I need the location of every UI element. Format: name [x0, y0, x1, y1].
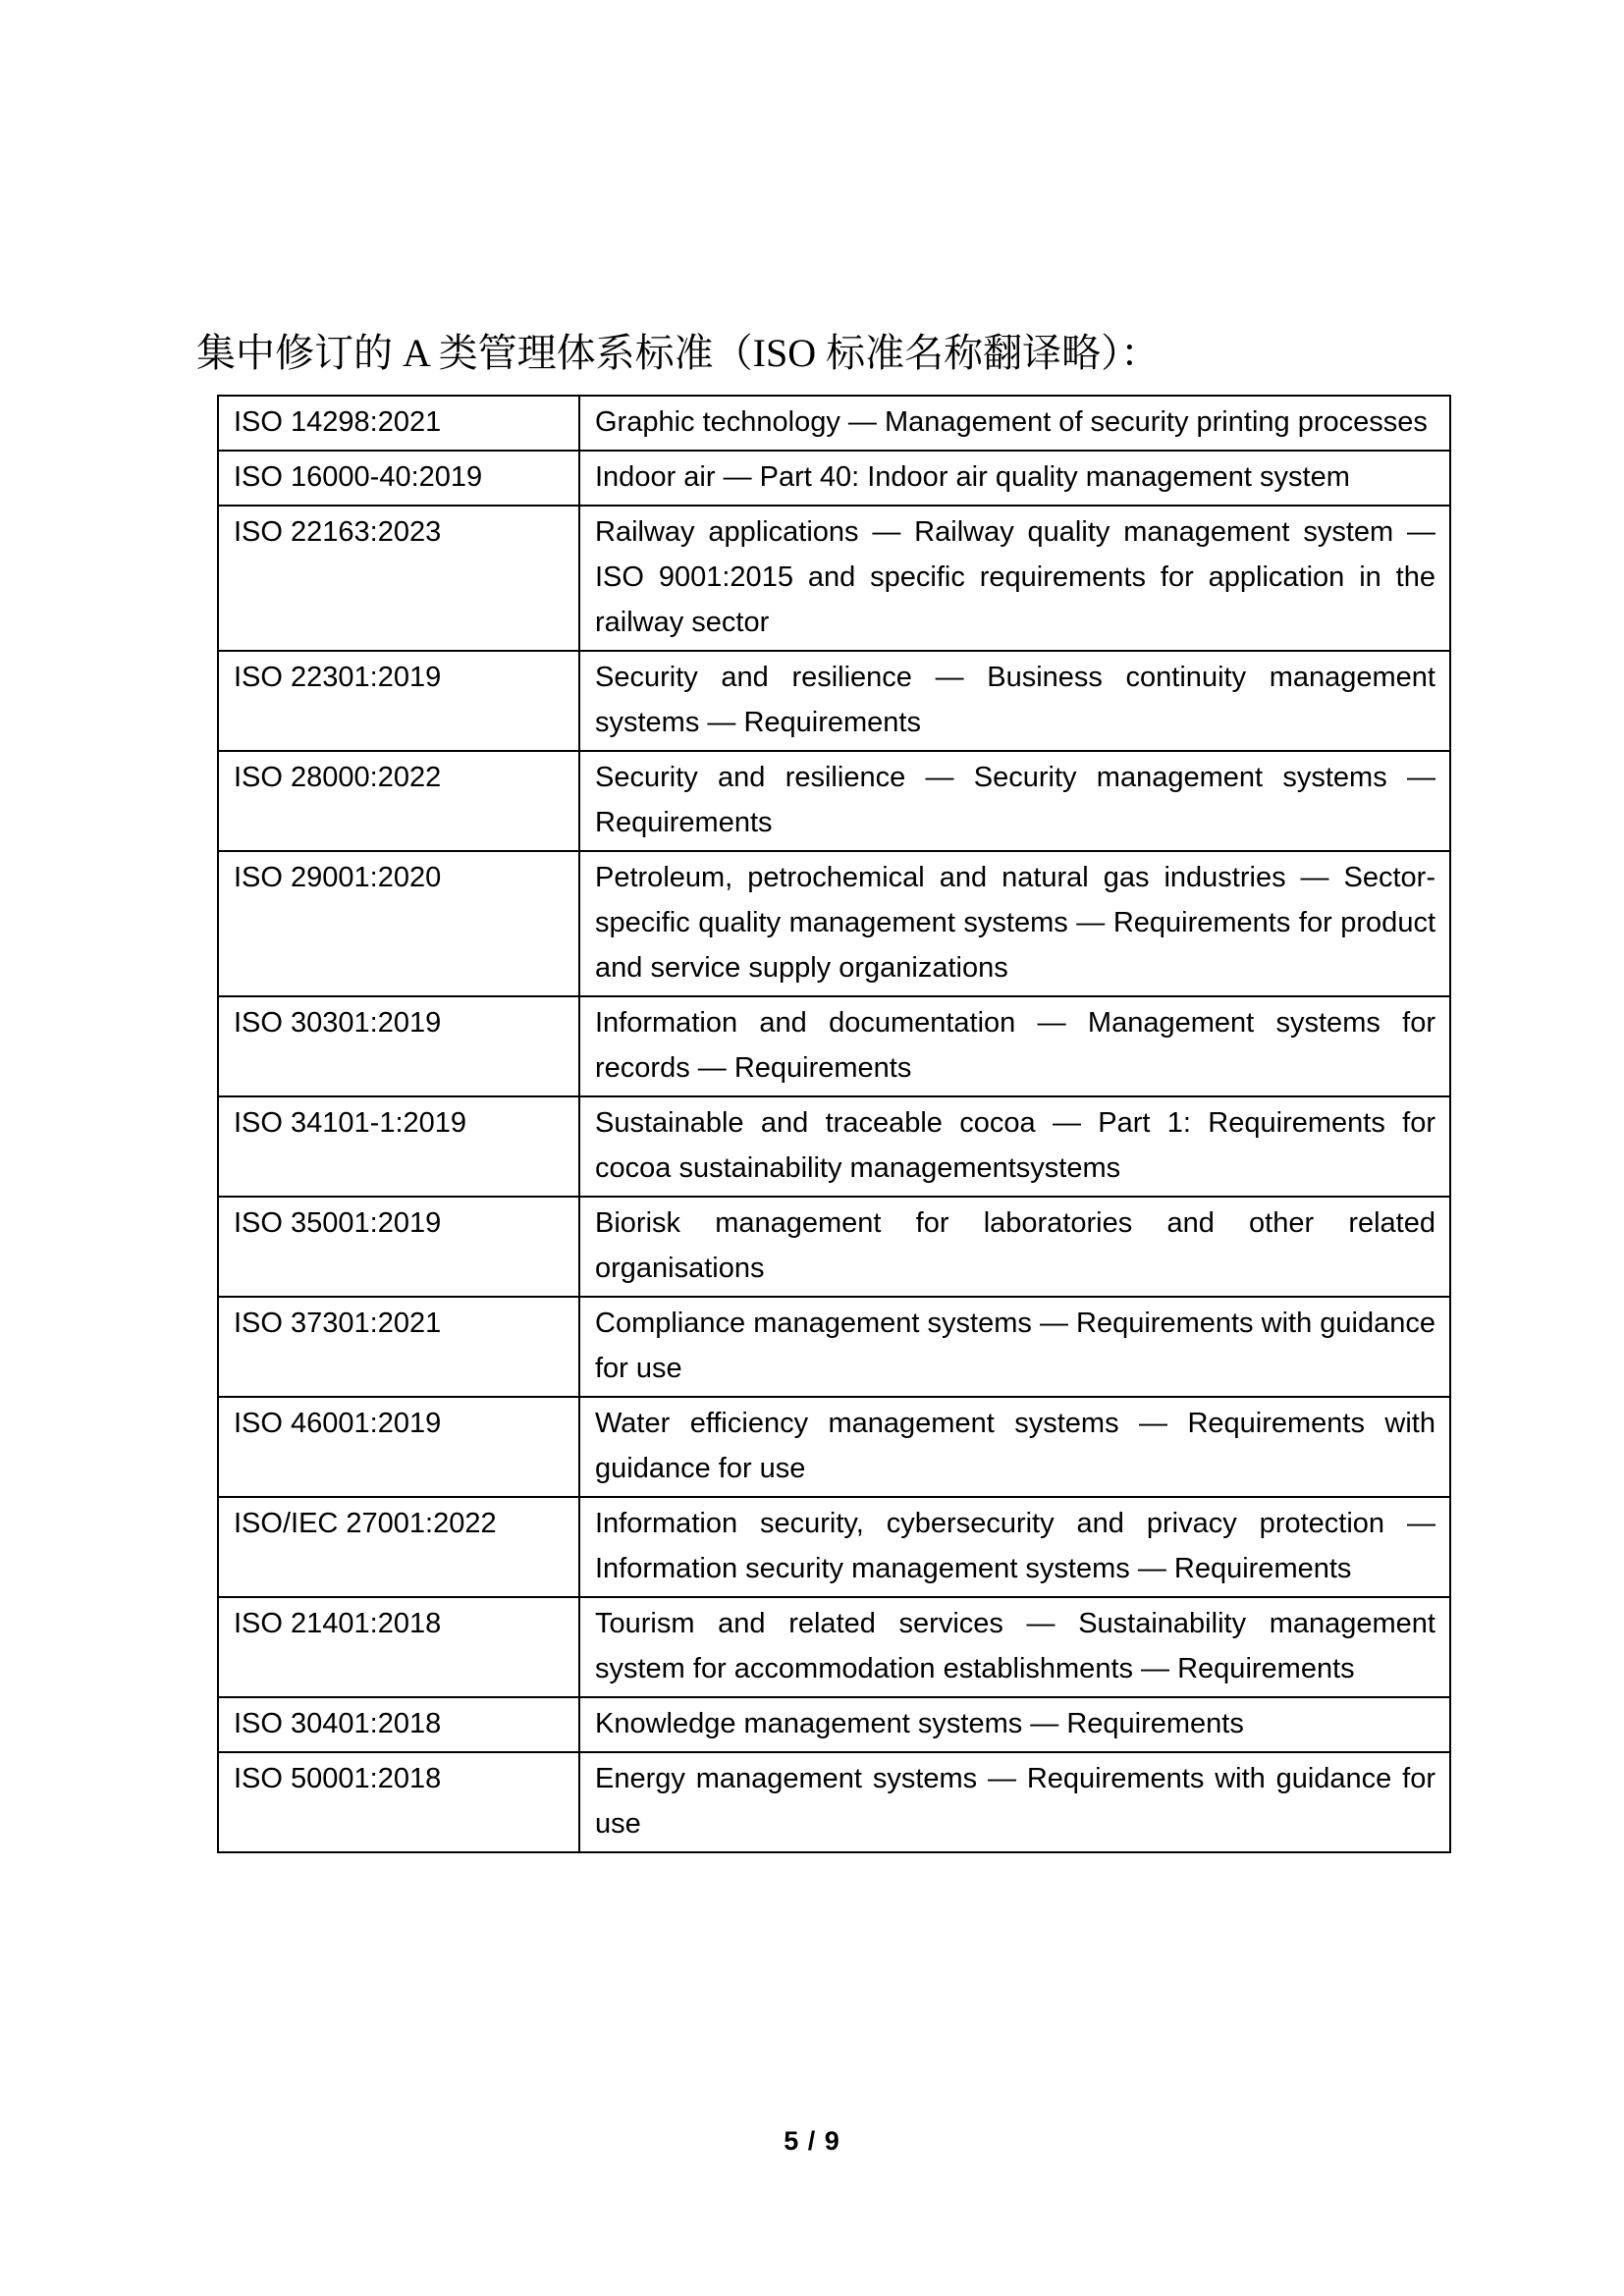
table-row: [218, 996, 1450, 1096]
iso-code-cell: ISO/IEC 27001:2022: [218, 1497, 579, 1597]
iso-title-cell: Information security, cybersecurity and privacy protection — Information security management systems — Requirements: [579, 1497, 1450, 1597]
iso-code-cell: ISO 22301:2019: [218, 651, 579, 751]
table-row: [218, 1397, 1450, 1497]
table-row: [218, 451, 1450, 506]
table-row: [218, 506, 1450, 651]
iso-code-cell: ISO 21401:2018: [218, 1597, 579, 1697]
table-row: [218, 1096, 1450, 1197]
iso-code-cell: ISO 35001:2019: [218, 1197, 579, 1297]
iso-code-cell: ISO 50001:2018: [218, 1752, 579, 1852]
iso-title-cell: Energy management systems — Requirements with guidance for use: [579, 1752, 1450, 1852]
iso-standards-table: [217, 395, 1451, 1853]
iso-title-cell: Water efficiency management systems — Requirements with guidance for use: [579, 1397, 1450, 1497]
table-row: [218, 1697, 1450, 1752]
table-row: [218, 1597, 1450, 1697]
iso-title-cell: Biorisk management for laboratories and other related organisations: [579, 1197, 1450, 1297]
iso-title-cell: Tourism and related services — Sustainability management system for accommodation establishments — Requirements: [579, 1597, 1450, 1697]
iso-code-cell: ISO 16000-40:2019: [218, 451, 579, 506]
iso-title-cell: Security and resilience — Business continuity management systems — Requirements: [579, 651, 1450, 751]
iso-code-cell: ISO 29001:2020: [218, 851, 579, 996]
table-row: [218, 396, 1450, 451]
page-title: 集中修订的 A 类管理体系标准（ISO 标准名称翻译略）：: [196, 331, 1161, 375]
iso-code-cell: ISO 22163:2023: [218, 506, 579, 651]
iso-title-cell: Graphic technology — Management of security printing processes: [579, 396, 1450, 451]
iso-title-cell: Information and documentation — Management systems for records — Requirements: [579, 996, 1450, 1096]
iso-code-cell: ISO 30301:2019: [218, 996, 579, 1096]
iso-title-cell: Petroleum, petrochemical and natural gas industries — Sector-specific quality management systems — Requirements for product and service supply organizations: [579, 851, 1450, 996]
table-row: [218, 1497, 1450, 1597]
page-number: 5 / 9: [784, 2126, 840, 2156]
iso-code-cell: ISO 34101-1:2019: [218, 1096, 579, 1197]
table-row: [218, 851, 1450, 996]
iso-title-cell: Security and resilience — Security management systems — Requirements: [579, 751, 1450, 851]
iso-title-cell: Sustainable and traceable cocoa — Part 1: Requirements for cocoa sustainability managementsystems: [579, 1096, 1450, 1197]
table-row: [218, 751, 1450, 851]
iso-code-cell: ISO 37301:2021: [218, 1297, 579, 1397]
iso-code-cell: ISO 30401:2018: [218, 1697, 579, 1752]
iso-code-cell: ISO 28000:2022: [218, 751, 579, 851]
iso-title-cell: Indoor air — Part 40: Indoor air quality management system: [579, 451, 1450, 506]
table-row: [218, 1752, 1450, 1852]
table-row: [218, 1197, 1450, 1297]
iso-table-body: [218, 396, 1450, 1852]
iso-title-cell: Knowledge management systems — Requirements: [579, 1697, 1450, 1752]
iso-title-cell: Compliance management systems — Requirements with guidance for use: [579, 1297, 1450, 1397]
table-row: [218, 651, 1450, 751]
iso-code-cell: ISO 14298:2021: [218, 396, 579, 451]
iso-code-cell: ISO 46001:2019: [218, 1397, 579, 1497]
iso-title-cell: Railway applications — Railway quality management system — ISO 9001:2015 and specific requirements for application in the railway sector: [579, 506, 1450, 651]
table-row: [218, 1297, 1450, 1397]
